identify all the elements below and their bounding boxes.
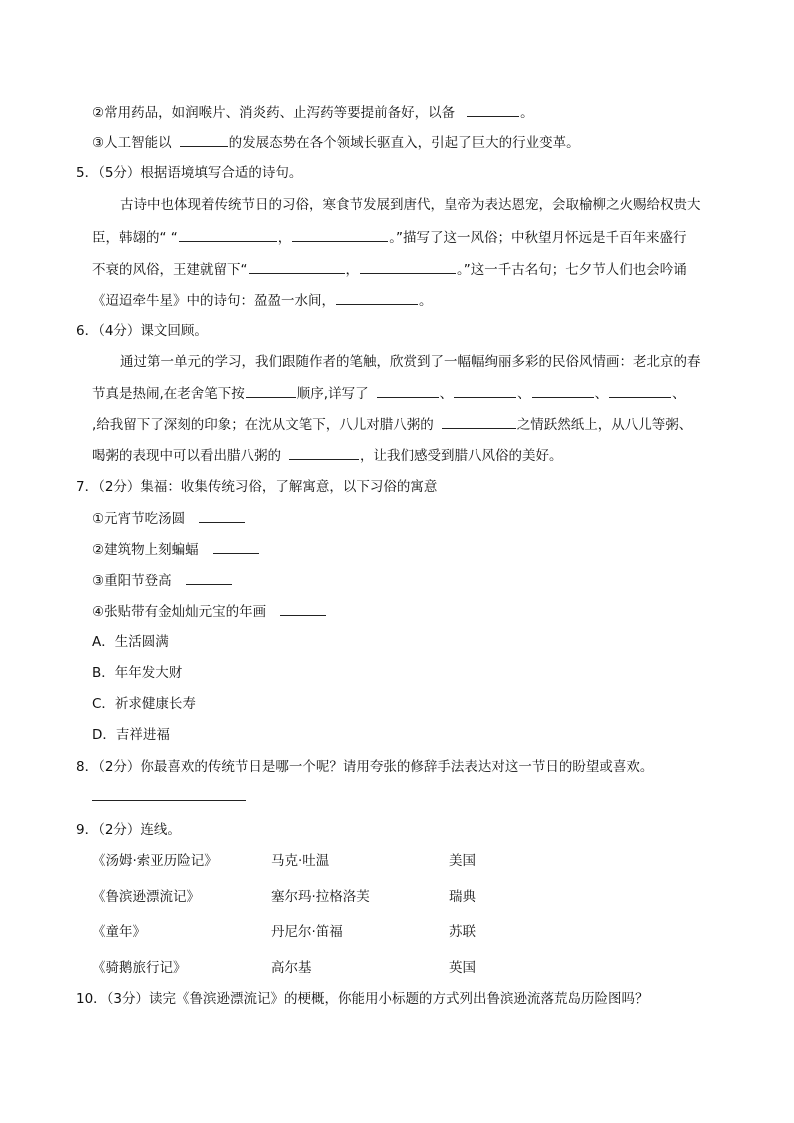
q9-book[interactable]: 《童年》	[92, 924, 146, 940]
q7-option-b: B．年年发大财	[92, 665, 183, 681]
q4-item-3: ③人工智能以 的发展态势在各个领域长驱直入，引起了巨大的行业变革。	[92, 132, 580, 153]
q5-line-4: 《迢迢牵牛星》中的诗句：盈盈一水间， 。	[92, 290, 433, 311]
q6-line-1: 通过第一单元的学习，我们跟随作者的笔触，欣赏到了一幅幅绚丽多彩的民俗风情画：老北京的春	[120, 354, 701, 370]
q7-header: 7．（2分）集福：收集传统习俗，了解寓意，以下习俗的寓意	[76, 479, 438, 495]
answer-blank[interactable]	[442, 414, 516, 429]
answer-blank[interactable]	[246, 383, 296, 398]
q6-line-3: ,给我留下了深刻的印象；在沈从文笔下，八儿对腊八粥的 之情跃然纸上，从八儿等粥、	[92, 414, 692, 435]
q6-line-2: 节真是热闹,在老舍笔下按 顺序,详写了 、 、 、 、	[92, 383, 686, 404]
answer-blank[interactable]	[280, 601, 326, 616]
q8-answer-line[interactable]	[92, 786, 246, 807]
answer-blank[interactable]	[179, 227, 277, 242]
q7-option-c: C．祈求健康长寿	[92, 696, 196, 712]
q9-author[interactable]: 高尔基	[271, 960, 312, 976]
q7-item: ②建筑物上刻蝙蝠	[92, 539, 260, 560]
answer-blank[interactable]	[213, 539, 259, 554]
q9-author[interactable]: 塞尔玛·拉格洛芙	[271, 889, 370, 905]
answer-blank[interactable]	[186, 570, 232, 585]
q6-line-4: 喝粥的表现中可以看出腊八粥的 ，让我们感受到腊八风俗的美好。	[92, 445, 563, 466]
answer-blank[interactable]	[336, 290, 418, 305]
q7-item: ③重阳节登高	[92, 570, 233, 591]
q9-country[interactable]: 英国	[449, 960, 476, 976]
answer-blank[interactable]	[532, 383, 594, 398]
q7-item: ④张贴带有金灿灿元宝的年画	[92, 601, 327, 622]
q9-author[interactable]: 马克·吐温	[271, 853, 330, 869]
q5-header: 5．（5分）根据语境填写合适的诗句。	[76, 165, 303, 181]
q9-author[interactable]: 丹尼尔·笛福	[271, 924, 343, 940]
q9-country[interactable]: 苏联	[449, 924, 476, 940]
q5-line-3: 不衰的风俗，王建就留下“ ， 。”这一千古名句；七夕节人们也会吟诵	[92, 259, 687, 280]
q6-header: 6．（4分）课文回顾。	[76, 323, 208, 339]
q5-line-1: 古诗中也体现着传统节日的习俗，寒食节发展到唐代，皇帝为表达恩宠，会取榆柳之火赐给权贵大	[120, 197, 701, 213]
q4-item-2: ②常用药品，如润喉片、消炎药、止泻药等要提前备好，以备 。	[92, 102, 534, 123]
answer-blank[interactable]	[92, 786, 246, 801]
q7-option-d: D．吉祥进福	[92, 727, 170, 743]
q5-line-2: 臣，韩翃的“ “ ， 。”描写了这一风俗；中秋望月怀远是千百年来盛行	[92, 227, 687, 248]
answer-blank[interactable]	[360, 259, 456, 274]
q7-option-a: A．生活圆满	[92, 634, 169, 650]
answer-blank[interactable]	[609, 383, 671, 398]
q9-country[interactable]: 美国	[449, 853, 476, 869]
q7-item: ①元宵节吃汤圆	[92, 508, 246, 529]
answer-blank[interactable]	[467, 102, 519, 117]
q8-header: 8．（2分）你最喜欢的传统节日是哪一个呢？请用夸张的修辞手法表达对这一节日的盼望或喜欢。	[76, 759, 654, 775]
answer-blank[interactable]	[289, 445, 359, 460]
q9-country[interactable]: 瑞典	[449, 889, 476, 905]
answer-blank[interactable]	[292, 227, 388, 242]
q9-book[interactable]: 《鲁滨逊漂流记》	[92, 889, 200, 905]
answer-blank[interactable]	[249, 259, 345, 274]
answer-blank[interactable]	[377, 383, 439, 398]
q9-book[interactable]: 《骑鹅旅行记》	[92, 960, 187, 976]
q9-book[interactable]: 《汤姆·索亚历险记》	[92, 853, 218, 869]
answer-blank[interactable]	[454, 383, 516, 398]
q9-header: 9．（2分）连线。	[76, 822, 181, 838]
answer-blank[interactable]	[180, 132, 228, 147]
q10-header: 10．（3分）读完《鲁滨逊漂流记》的梗概，你能用小标题的方式列出鲁滨逊流落荒岛历险图吗？	[76, 991, 649, 1007]
answer-blank[interactable]	[199, 508, 245, 523]
